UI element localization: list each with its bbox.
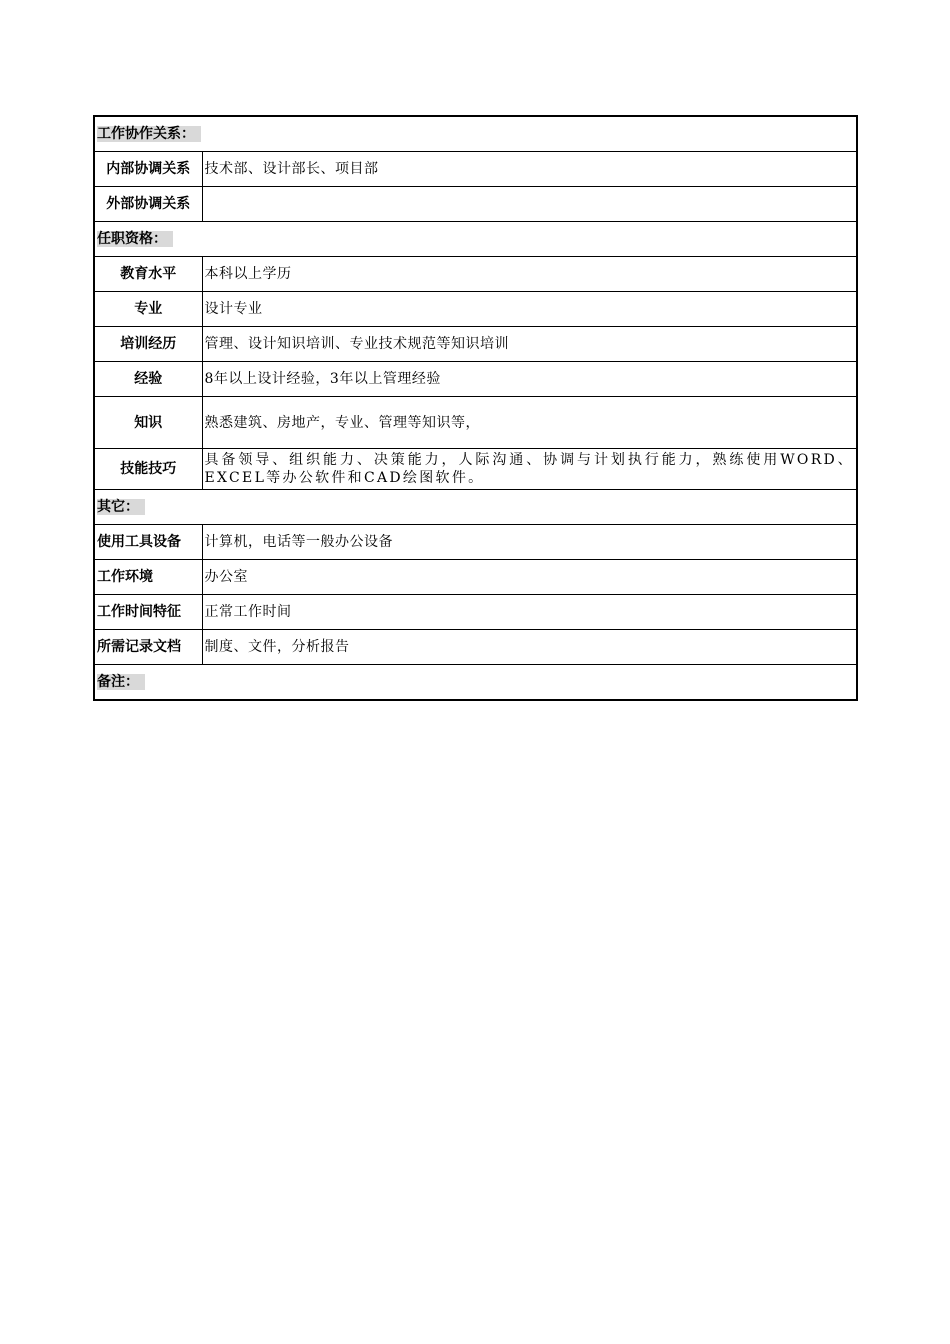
row-value: 技术部、设计部长、项目部 [202,152,857,187]
row-value: 正常工作时间 [202,595,857,630]
table-row [94,560,857,595]
table-row [94,152,857,187]
row-value [202,187,857,222]
table-row [94,595,857,630]
section-row-cooperation [94,116,857,152]
table-row [94,362,857,397]
row-label: 内部协调关系 [94,152,202,187]
row-value: 熟悉建筑、房地产，专业、管理等知识等， [202,397,857,449]
table-row [94,397,857,449]
row-value: 计算机，电话等一般办公设备 [202,525,857,560]
row-value: 具备领导、组织能力、决策能力，人际沟通、协调与计划执行能力，熟练使用WORD、EXCEL等办公软件和CAD绘图软件。 [202,449,857,490]
section-header-qualifications [94,222,857,257]
row-label: 所需记录文档 [94,630,202,665]
row-label: 知识 [94,397,202,449]
table-row [94,257,857,292]
row-value: 管理、设计知识培训、专业技术规范等知识培训 [202,327,857,362]
section-header-others [94,490,857,525]
row-label: 工作时间特征 [94,595,202,630]
section-header-cooperation [94,116,857,152]
section-title: 任职资格： [97,231,173,247]
row-label: 培训经历 [94,327,202,362]
row-label: 专业 [94,292,202,327]
row-label: 外部协调关系 [94,187,202,222]
row-value: 本科以上学历 [202,257,857,292]
section-row-others [94,490,857,525]
table-row [94,449,857,490]
row-label: 教育水平 [94,257,202,292]
section-title: 工作协作关系： [97,126,201,142]
table-row [94,292,857,327]
table-row [94,525,857,560]
table-row [94,630,857,665]
section-title: 备注： [97,674,145,690]
row-label: 使用工具设备 [94,525,202,560]
row-value: 制度、文件，分析报告 [202,630,857,665]
row-label: 经验 [94,362,202,397]
row-value: 办公室 [202,560,857,595]
row-label: 工作环境 [94,560,202,595]
section-title: 其它： [97,499,145,515]
section-header-remarks [94,665,857,701]
job-description-table [93,115,858,701]
row-label: 技能技巧 [94,449,202,490]
table-row [94,187,857,222]
section-row-qualifications [94,222,857,257]
row-value: 设计专业 [202,292,857,327]
row-value: 8年以上设计经验，3年以上管理经验 [202,362,857,397]
section-row-remarks [94,665,857,701]
table-row [94,327,857,362]
